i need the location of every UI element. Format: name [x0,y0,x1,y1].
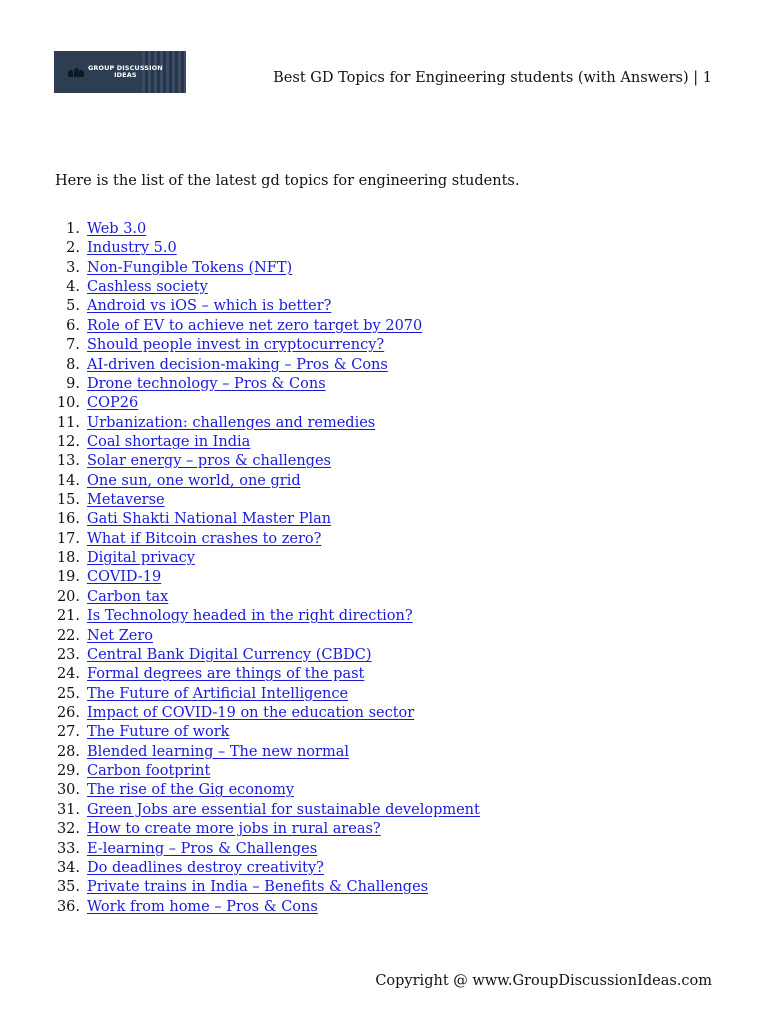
list-item-number: 9. [66,375,80,392]
list-item-number: 1. [66,221,80,237]
list-item [0,685,480,704]
list-item [0,859,480,878]
topic-link[interactable]: Android vs iOS – which is better? [87,298,332,315]
topic-link[interactable]: Work from home – Pros & Cons [87,898,318,915]
page-header-title: Best GD Topics for Engineering students (with Answers) | 1 [273,70,712,86]
list-item [0,356,480,375]
list-item [0,278,480,297]
topic-link[interactable]: Formal degrees are things of the past [87,666,365,683]
list-item-number: 15. [56,492,80,509]
list-item [0,762,480,781]
topic-link[interactable]: What if Bitcoin crashes to zero? [87,530,322,547]
topic-link[interactable]: Impact of COVID-19 on the education sector [87,704,415,721]
topic-link[interactable]: AI-driven decision-making – Pros & Cons [87,356,388,373]
list-item [0,549,480,568]
topic-link[interactable]: Drone technology – Pros & Cons [87,375,326,392]
list-item-number: 17. [56,530,80,547]
list-item-number: 25. [56,685,80,702]
list-item [0,607,480,626]
list-item [0,801,480,820]
list-item-number: 20. [56,588,80,605]
list-item [0,840,480,859]
list-item [0,394,480,413]
list-item [0,491,480,510]
topic-link[interactable]: Carbon footprint [87,763,211,780]
list-item [0,414,480,433]
list-item-number: 21. [56,608,80,625]
list-item-number: 28. [56,743,80,760]
site-logo[interactable] [54,51,186,93]
list-item [0,220,480,239]
topic-link[interactable]: Solar energy – pros & challenges [87,453,331,470]
topic-link[interactable]: Role of EV to achieve net zero target by 2070 [87,317,423,334]
topic-link[interactable]: The rise of the Gig economy [87,782,295,799]
topic-link[interactable]: How to create more jobs in rural areas? [87,821,381,838]
list-item-number: 8. [66,356,80,373]
list-item [0,898,480,917]
topic-link[interactable]: Coal shortage in India [87,433,251,450]
list-item-number: 23. [56,646,80,663]
logo-text-line2: IDEAS [114,71,137,79]
list-item [0,239,480,258]
list-item [0,375,480,394]
list-item-number: 35. [56,879,80,896]
list-item-number: 27. [56,724,80,741]
list-item [0,704,480,723]
topic-link[interactable]: Cashless society [87,279,208,296]
list-item-number: 10. [56,395,80,412]
list-item [0,472,480,491]
topic-link[interactable]: The Future of work [87,724,230,741]
topic-link[interactable]: The Future of Artificial Intelligence [87,685,349,702]
list-item-number: 4. [66,279,80,296]
copyright-footer: Copyright @ www.GroupDiscussionIdeas.com [375,973,712,989]
topic-link[interactable]: Metaverse [87,492,165,509]
list-item-number: 26. [56,704,80,721]
list-item-number: 2. [66,240,80,257]
list-item-number: 30. [56,782,80,799]
topic-link[interactable]: Gati Shakti National Master Plan [87,511,332,528]
intro-paragraph: Here is the list of the latest gd topics for engineering students. [55,173,520,189]
topic-link[interactable]: Do deadlines destroy creativity? [87,859,324,876]
list-item [0,723,480,742]
topic-link[interactable]: Digital privacy [87,550,195,567]
list-item-number: 3. [66,259,80,276]
topic-link[interactable]: Urbanization: challenges and remedies [87,414,376,431]
list-item-number: 6. [66,317,80,334]
list-item-number: 33. [56,840,80,857]
topic-link[interactable]: Private trains in India – Benefits & Challenges [87,879,429,896]
topic-link[interactable]: One sun, one world, one grid [87,472,301,489]
topic-link[interactable]: Is Technology headed in the right direction? [87,608,413,625]
list-item-number: 13. [56,453,80,470]
list-item-number: 29. [56,763,80,780]
list-item-number: 31. [56,801,80,818]
list-item [0,568,480,587]
logo-text [88,65,163,79]
topic-link[interactable]: Web 3.0 [87,221,147,237]
list-item-number: 7. [66,337,80,354]
list-item-number: 24. [56,666,80,683]
list-item [0,878,480,897]
topic-link[interactable]: E-learning – Pros & Challenges [87,840,318,857]
list-item-number: 36. [56,898,80,915]
list-item [0,646,480,665]
topic-link[interactable]: Green Jobs are essential for sustainable development [87,801,480,818]
list-item-number: 22. [56,627,80,644]
list-item [0,781,480,800]
list-item-number: 19. [56,569,80,586]
list-item [0,259,480,278]
topic-link[interactable]: COP26 [87,395,139,412]
list-item-number: 32. [56,821,80,838]
list-item [0,433,480,452]
logo-text-line1: GROUP DISCUSSION [88,64,163,72]
list-item [0,820,480,839]
topic-link[interactable]: Industry 5.0 [87,240,177,257]
people-icon [68,67,84,77]
topic-link[interactable]: Should people invest in cryptocurrency? [87,337,385,354]
list-item [0,530,480,549]
topic-link[interactable]: Carbon tax [87,588,169,605]
list-item [0,510,480,529]
topic-link[interactable]: COVID-19 [87,569,162,586]
list-item [0,743,480,762]
list-item [0,317,480,336]
list-item-number: 14. [56,472,80,489]
list-item [0,627,480,646]
topic-link[interactable]: Central Bank Digital Currency (CBDC) [87,646,372,663]
list-item [0,588,480,607]
topic-link[interactable]: Net Zero [87,627,154,644]
topic-link[interactable]: Non-Fungible Tokens (NFT) [87,259,293,276]
list-item [0,297,480,316]
list-item [0,665,480,684]
list-item [0,336,480,355]
list-item-number: 11. [56,414,80,431]
list-item-number: 18. [56,550,80,567]
list-item-number: 12. [56,433,80,450]
list-item-number: 5. [66,298,80,315]
list-item [0,452,480,471]
list-item-number: 34. [56,859,80,876]
list-item-number: 16. [56,511,80,528]
topic-link[interactable]: Blended learning – The new normal [87,743,349,760]
topic-list [0,220,480,917]
